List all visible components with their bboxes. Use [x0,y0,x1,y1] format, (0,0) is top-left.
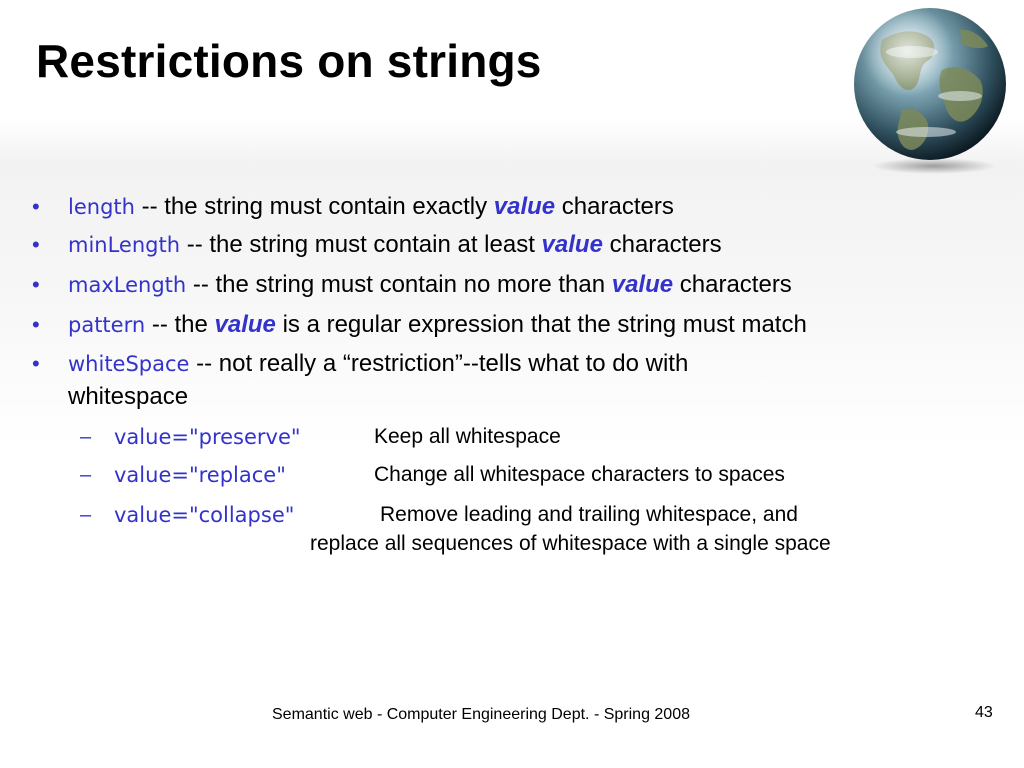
value-emphasis: value [611,271,674,298]
bullet-text: -- the string must contain no more than [186,271,612,298]
bullet-text: -- the string must contain exactly [134,193,494,220]
bullet-text: -- not really a “restriction”--tells what to do with [189,350,689,377]
dash-icon: – [80,426,92,448]
bullet-text: -- the [145,311,215,338]
bullet-text: characters [673,271,792,298]
code-replace: value="replace" [114,463,286,487]
slide-footer: Semantic web - Computer Engineering Dept. - Spring 2008 [272,706,690,723]
slide-title: Restrictions on strings [36,35,542,87]
value-emphasis: value [214,311,276,338]
keyword-maxlength: maxLength [68,273,187,297]
bullet-whitespace-continued: whitespace [68,383,189,410]
globe-icon [842,0,1018,176]
page-number: 43 [975,704,993,721]
keyword-length: length [68,195,135,219]
bullet-text: characters [555,193,674,220]
code-collapse: value="collapse" [114,503,295,527]
bullet-icon: • [32,232,40,257]
bullet-icon: • [32,351,40,376]
dash-icon: – [80,464,92,486]
bullet-text: is a regular expression that the string must match [275,311,807,338]
bullet-icon: • [32,194,40,219]
bullet-icon: • [32,312,40,337]
desc-collapse-continued: replace all sequences of whitespace with a single space [310,532,831,555]
code-preserve: value="preserve" [114,425,301,449]
bullet-icon: • [32,272,40,297]
desc-collapse: Remove leading and trailing whitespace, and [380,503,798,526]
desc-preserve: Keep all whitespace [374,425,561,448]
value-emphasis: value [541,231,603,258]
value-emphasis: value [493,193,556,220]
bullet-text: characters [602,231,722,258]
keyword-minlength: minLength [68,233,181,257]
dash-icon: – [80,504,92,526]
keyword-pattern: pattern [68,313,146,337]
keyword-whitespace: whiteSpace [68,352,190,376]
bullet-text: -- the string must contain at least [180,231,542,258]
desc-replace: Change all whitespace characters to spaces [374,463,785,486]
